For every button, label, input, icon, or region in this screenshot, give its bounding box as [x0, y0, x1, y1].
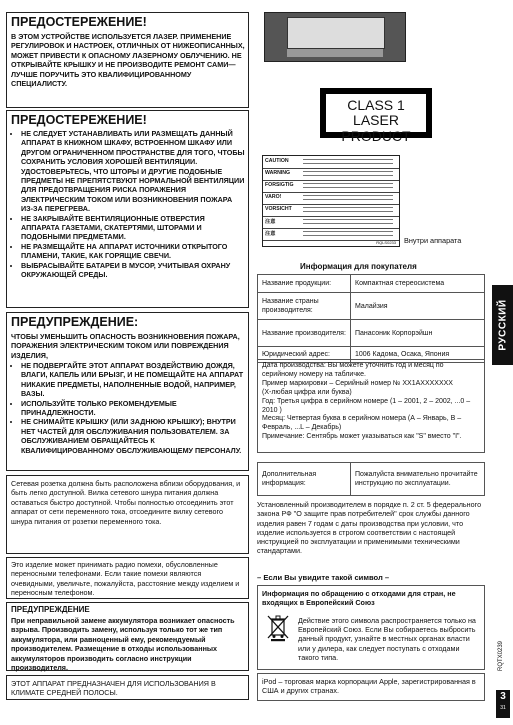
device-illustration — [264, 12, 406, 62]
laser-caution-title: ПРЕДОСТЕРЕЖЕНИЕ! — [11, 15, 147, 29]
fine-print-line — [303, 163, 393, 164]
laser-label-word: FORSIGTIG — [265, 182, 294, 188]
fine-print-line — [303, 187, 393, 188]
table-cell: Компактная стереосистема — [351, 275, 485, 293]
date-line: Месяц: Четвертая буква в серийном номера (А – Январь, В – Февраль, ...L – Декабрь) — [262, 415, 462, 432]
laser-label-word: VORSICHT — [265, 206, 292, 212]
language-tab-label: РУССКИЙ — [497, 299, 508, 351]
table-cell: Название продукции: — [258, 275, 351, 293]
page-number-block — [496, 690, 510, 718]
power-socket-text: Сетевая розетка должна быть расположена вблизи оборудования, и быть легко доступной. Вилка сетевого шнура питания должна оставаться быстро доступной. Чтобы полностью отсоединить этот аппарат от сети переменного тока, отсоедините вилку сетевого шнура питания от розетки переменного тока. — [11, 479, 241, 526]
fire-warning-list — [11, 361, 245, 455]
disposal-title: Информация по обращению с отходами для стран, не входящих в Европейский Союз — [262, 589, 456, 607]
page-number: 3 — [500, 691, 506, 702]
buyer-info-table — [257, 274, 485, 363]
fine-print-line — [303, 175, 393, 176]
ventilation-caution-title: ПРЕДОСТЕРЕЖЕНИЕ! — [11, 113, 147, 127]
list-item: • ИСПОЛЬЗУЙТЕ ТОЛЬКО РЕКОМЕНДУЕМЫЕ ПРИНАДЛЕЖНОСТИ. — [21, 399, 245, 418]
production-date-block — [257, 359, 485, 453]
warranty-text: Установленный производителем в порядке п. 2 ст. 5 федерального закона РФ "О защите прав потребителей" срок службы данного изделия равен 7 годам с даты производства при условии, что изделие используется в строгом соответствии с настоящей инструкцией по эксплуатации и применимыми техническими стандартами. — [257, 500, 482, 556]
fine-print-line — [303, 195, 393, 196]
list-item: • ВЫБРАСЫВАЙТЕ БАТАРЕИ В МУСОР, УЧИТЫВАЯ ОХРАНУ ОКРУЖАЮЩЕЙ СРЕДЫ. — [21, 261, 245, 280]
laser-label-word: VARO! — [265, 194, 282, 200]
fine-print-line — [303, 235, 393, 236]
fine-print-line — [303, 211, 393, 212]
list-item: • НЕ СЛЕДУЕТ УСТАНАВЛИВАТЬ ИЛИ РАЗМЕЩАТЬ ДАННЫЙ АППАРАТ В КНИЖНОМ ШКАФУ, ВСТРОЕННОМ ШКАФУ ИЛИ ДРУГОМ ОГРАНИЧЕННОМ ПРОСТРАНСТВЕ ДЛЯ ТОГО, ЧТОБЫ СОХРАНИТЬ УСЛОВИЯ ХОРОШЕЙ ВЕНТИЛЯЦИИ. УДОСТОВЕРЬТЕСЬ, ЧТО ШТОРЫ И ДРУГИЕ ПОДОБНЫЕ ПРЕДМЕТЫ НЕ ПРЕПЯТСТВУЮТ НОРМАЛЬНОЙ ВЕНТИЛЯЦИИ ДЛЯ ПРЕДОТВРАЩЕНИЯ РИСКА ПОРАЖЕНИЯ ЭЛЕКТРИЧЕСКИМ ТОКОМ ИЛИ ВОЗНИКНОВЕНИЯ ПОЖАРА ИЗ-ЗА ПЕРЕГРЕВА. — [21, 129, 245, 214]
laser-caution-body: В ЭТОМ УСТРОЙСТВЕ ИСПОЛЬЗУЕТСЯ ЛАЗЕР. ПРИМЕНЕНИЕ РЕГУЛИРОВОК И НАСТРОЕК, ОТЛИЧНЫХ ОТ НИЖЕОПИСАННЫХ, МОЖЕТ ПРИВЕСТИ К ОПАСНОМУ ЛАЗЕРНОМУ ОБЛУЧЕНИЮ. НЕ ОТКРЫВАЙТЕ КРЫШКУ И НЕ ПРОИЗВОДИТЕ РЕМОНТ САМИ—ЛУЧШЕ ПОРУЧИТЬ ЭТО КВАЛИФИЦИРОВАННОМУ СПЕЦИАЛИСТУ. — [11, 32, 245, 89]
date-line: Примечание: Сентябрь может указываться как "S" вместо "I". — [262, 433, 462, 441]
document-code — [494, 626, 508, 686]
table-row — [258, 463, 485, 496]
table-row — [258, 293, 485, 320]
ipod-trademark-box — [257, 673, 485, 701]
laser-warning-rows — [263, 156, 399, 246]
date-line: Дата производства: Вы можете уточнить год и месяц по серийному номеру на табличке. — [262, 362, 444, 378]
page-sub-number: 31 — [500, 705, 506, 711]
inside-caption: Внутри аппарата — [404, 236, 462, 245]
ventilation-caution-box — [6, 110, 249, 308]
laser-product-label — [320, 88, 432, 144]
climate-note — [6, 675, 249, 700]
battery-warning-body: При неправильной замене аккумулятора возникает опасность взрыва. Производить замену, используя только тот же тип аккумулятора, или равноценный ему, рекомендуемый производителем. Размещение в отходы использованных аккумуляторов производить согласно инструкции производителя. — [11, 616, 235, 673]
laser-warning-label — [262, 155, 400, 247]
table-cell: Название страны производителя: — [258, 293, 351, 320]
table-cell: Пожалуйста внимательно прочитайте инструкцию по эксплуатации. — [351, 463, 485, 496]
fine-print-line — [303, 183, 393, 184]
fire-warning-title: ПРЕДУПРЕЖДЕНИЕ: — [11, 315, 139, 329]
table-cell: Юридический адрес: — [258, 347, 351, 363]
ipod-trademark-text: iPod – торговая марка корпорации Apple, зарегистрированная в США и других странах. — [262, 677, 476, 696]
table-cell: 1006 Кадома, Осака, Япония — [351, 347, 485, 363]
laser-product-text: LASER PRODUCT — [341, 112, 411, 144]
fine-print-line — [303, 159, 393, 160]
fire-warning-box — [6, 312, 249, 471]
table-row — [258, 275, 485, 293]
laser-label-word: CAUTION — [265, 158, 289, 164]
fine-print-line — [303, 223, 393, 224]
date-line: Год: Третья цифра в серийном номере (1 – 2001, 2 – 2002, ...0 – 2010 ) — [262, 397, 471, 414]
list-item: • НЕ СНИМАЙТЕ КРЫШКУ (ИЛИ ЗАДНЮЮ КРЫШКУ); ВНУТРИ НЕТ ЧАСТЕЙ ДЛЯ ОБСЛУЖИВАНИЯ ПОЛЬЗОВАТЕЛЕМ. ЗА ОБСЛУЖИВАНИЕМ ОБРАЩАЙТЕСЬ К КВАЛИФИЦИРОВАННОМУ ОБСЛУЖИВАЮЩЕМУ ПЕРСОНАЛУ. — [21, 417, 245, 455]
battery-warning-title: ПРЕДУПРЕЖДЕНИЕ — [11, 605, 90, 614]
date-line: (Х-любая цифра или буква) — [262, 388, 352, 396]
document-code-text: RQTX0239 — [498, 640, 504, 672]
radio-interference-note — [6, 557, 249, 599]
battery-warning-box — [6, 602, 249, 671]
laser-caution-box — [6, 12, 249, 108]
list-item: • НЕ ЗАКРЫВАЙТЕ ВЕНТИЛЯЦИОННЫЕ ОТВЕРСТИЯ АППАРАТА ГАЗЕТАМИ, СКАТЕРТЯМИ, ШТОРАМИ И ПОДОБНЫМИ ПРЕДМЕТАМИ. — [21, 214, 245, 242]
fine-print-line — [303, 219, 393, 220]
laser-label-word: 注意 — [265, 231, 276, 237]
table-cell: Название производителя: — [258, 320, 351, 347]
laser-label-code: RQLS0233 — [376, 240, 396, 245]
laser-label-word: WARNING — [265, 170, 291, 176]
buyer-info-heading: Информация для покупателя — [300, 262, 417, 271]
laser-label-word: 注意 — [265, 219, 276, 225]
ventilation-caution-list — [11, 129, 245, 280]
disposal-box — [257, 585, 485, 670]
fine-print-line — [303, 199, 393, 200]
language-tab[interactable] — [492, 285, 513, 365]
table-cell: Панасоник Корпорэйшн — [351, 320, 485, 347]
list-item: • НЕ РАЗМЕЩАЙТЕ НА АППАРАТ ИСТОЧНИКИ ОТКРЫТОГО ПЛАМЕНИ, ТАКИЕ, КАК ГОРЯЩИЕ СВЕЧИ. — [21, 242, 245, 261]
fire-warning-intro: ЧТОБЫ УМЕНЬШИТЬ ОПАСНОСТЬ ВОЗНИКНОВЕНИЯ ПОЖАРА, ПОРАЖЕНИЯ ЭЛЕКТРИЧЕСКИМ ТОКОМ ИЛИ ПОВРЕЖДЕНИЯ ИЗДЕЛИЯ, — [11, 332, 240, 360]
symbol-heading: – Если Вы увидите такой символ – — [257, 573, 390, 582]
list-item: • НЕ ПОДВЕРГАЙТЕ ЭТОТ АППАРАТ ВОЗДЕЙСТВИЮ ДОЖДЯ, ВЛАГИ, КАПЕЛЬ ИЛИ БРЫЗГ, И НЕ ПОМЕЩАЙТЕ НА АППАРАТ НИКАКИЕ ПРЕДМЕТЫ, НАПОЛНЕННЫЕ ВОДОЙ, НАПРИМЕР, ВАЗЫ. — [21, 361, 245, 399]
laser-class-text: CLASS 1 — [347, 97, 405, 113]
fine-print-line — [303, 171, 393, 172]
crossed-bin-icon — [266, 614, 290, 642]
fine-print-line — [303, 207, 393, 208]
table-cell: Дополнительная информация: — [258, 463, 351, 496]
date-line: Пример маркировки – Серийный номер № XX1AXXXXXXX — [262, 379, 453, 387]
fine-print-line — [303, 231, 393, 232]
disposal-text: Действие этого символа распространяется только на Европейский Союз. Если Вы собираетесь выбросить данный продукт, узнайте в местных органах власти или у дилера, как следует поступать с отходами такого типа. — [298, 616, 476, 662]
power-socket-note — [6, 475, 249, 554]
table-cell: Малайзия — [351, 293, 485, 320]
radio-interference-text: Это изделие может принимать радио помехи, обусловленные переносными телефонами. Если такие помехи являются очевидными, увеличьте, пожалуйста, расстояние между изделием и переносным телефоном. — [11, 560, 240, 598]
table-row — [258, 320, 485, 347]
extra-info-table — [257, 462, 485, 496]
climate-note-text: ЭТОТ АППАРАТ ПРЕДНАЗНАЧЕН ДЛЯ ИСПОЛЬЗОВАНИЯ В КЛИМАТЕ СРЕДНЕЙ ПОЛОСЫ. — [11, 679, 216, 698]
